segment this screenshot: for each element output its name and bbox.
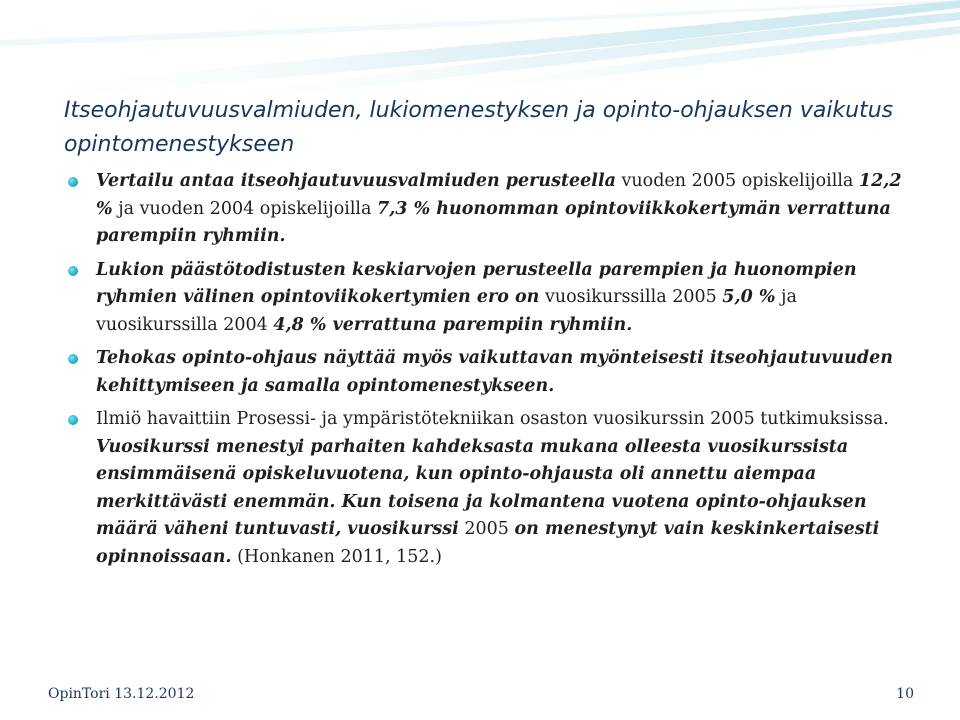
citation: (Honkanen 2011, 152.) (231, 546, 442, 567)
page-number: 10 (896, 686, 914, 702)
bullet-text-bold: 7,3 % huonomman opintoviikkokertymän verrattuna parempiin ryhmiin. (96, 198, 891, 246)
bullet-item (96, 406, 922, 571)
bullet-text-bold: Tehokas opinto-ohjaus näyttää myös vaikuttavan myönteisesti itseohjautuvuuden kehittymiseen ja samalla opintomenestykseen. (96, 348, 893, 396)
bullet-text-bold: 4,8 % verrattuna parempiin ryhmiin. (273, 314, 633, 335)
footer-date: OpinTori 13.12.2012 (48, 686, 195, 702)
bullet-value: 5,0 % (722, 287, 776, 307)
bullet-text: 2005 (458, 519, 515, 539)
bullet-item (96, 345, 922, 400)
bullet-text: ja vuosikurssilla 2004 (96, 287, 797, 335)
bullet-value: 12,2 % (96, 171, 902, 219)
bullet-icon (68, 415, 78, 425)
bullet-item (96, 168, 922, 251)
bullet-text-bold: on menestynyt vain keskinkertaisesti opinnoissaan. (96, 519, 880, 567)
bullet-list (96, 168, 922, 577)
bullet-icon (68, 177, 78, 187)
bullet-item (96, 257, 922, 340)
slide-title: Itseohjautuvuusvalmiuden, lukiomenestyksen ja opinto-ohjauksen vaikutus opintomenestykseen (64, 98, 894, 157)
bullet-icon (68, 266, 78, 276)
bullet-text: vuosikurssilla 2005 (539, 287, 723, 307)
bullet-icon (68, 354, 78, 364)
bullet-text-bold: Vuosikurssi menestyi parhaiten kahdeksasta mukana olleesta vuosikurssista ensimmäisenä opiskeluvuotena, kun opinto-ohjausta oli annettu aiempaa merkittävästi enemmän. Kun toisena ja kolmantena vuotena opinto-ohjauksen määrä väheni tuntuvasti, vuosikurssi (96, 436, 867, 539)
bullet-text-bold: Lukion päästötodistusten keskiarvojen perusteella parempien ja huonompien ryhmien välinen opintoviikokertymien ero on (96, 259, 857, 307)
bullet-text-bold: Vertailu antaa itseohjautuvuusvalmiuden perusteella (96, 171, 616, 191)
bullet-text: vuoden 2005 opiskelijoilla (615, 171, 859, 191)
bullet-text: Ilmiö havaittiin Prosessi- ja ympäristötekniikan osaston vuosikurssin 2005 tutkimuksissa. (96, 409, 889, 429)
bullet-text: ja vuoden 2004 opiskelijoilla (112, 198, 378, 219)
